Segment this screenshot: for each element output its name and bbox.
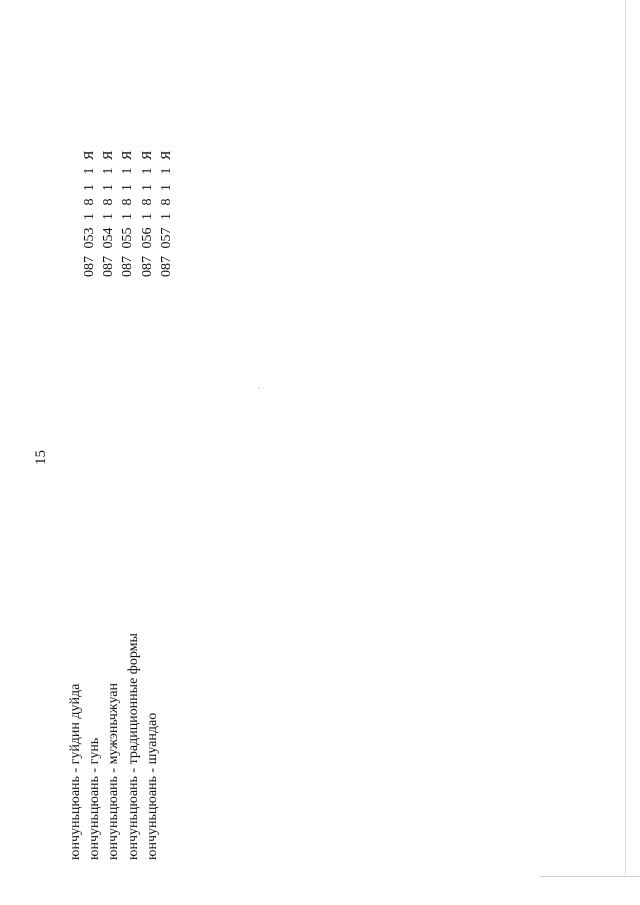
sport-discipline-names [66,633,162,860]
discipline-name: юнчуньцюань - мужэньчжуан [106,683,122,860]
discipline-name: юнчуньцюань - гунь [87,737,103,860]
discipline-code-suffix: 1 Я [82,150,97,175]
discipline-code-row [118,151,137,277]
discipline-code: 087 054 1 8 1 [101,184,117,277]
discipline-code-suffix: 1 Я [158,150,174,175]
discipline-code-suffix: 1 Я [101,150,117,175]
discipline-code: 087 056 1 8 1 [139,184,155,277]
discipline-code: 087 053 1 8 1 [82,184,97,277]
discipline-code: 087 057 1 8 1 [158,184,174,277]
discipline-name: юнчуньцюань - гуйдин дуйда [68,683,83,860]
discipline-code-row [80,151,99,277]
discipline-code-row [157,151,176,277]
discipline-codes [80,151,176,277]
page-number: 15 [33,450,49,465]
discipline-code-row [138,151,157,277]
discipline-code: 087 055 1 8 1 [120,184,136,277]
discipline-code-row [99,151,118,277]
scan-edge-line [540,876,640,877]
scan-speck [258,388,259,389]
discipline-name: юнчуньцюань - шуандао [144,712,160,860]
discipline-name: юнчуньцюань - традиционные формы [125,633,141,860]
scan-edge-line [625,0,626,875]
discipline-code-suffix: 1 Я [139,150,155,175]
discipline-code-suffix: 1 Я [120,150,136,175]
